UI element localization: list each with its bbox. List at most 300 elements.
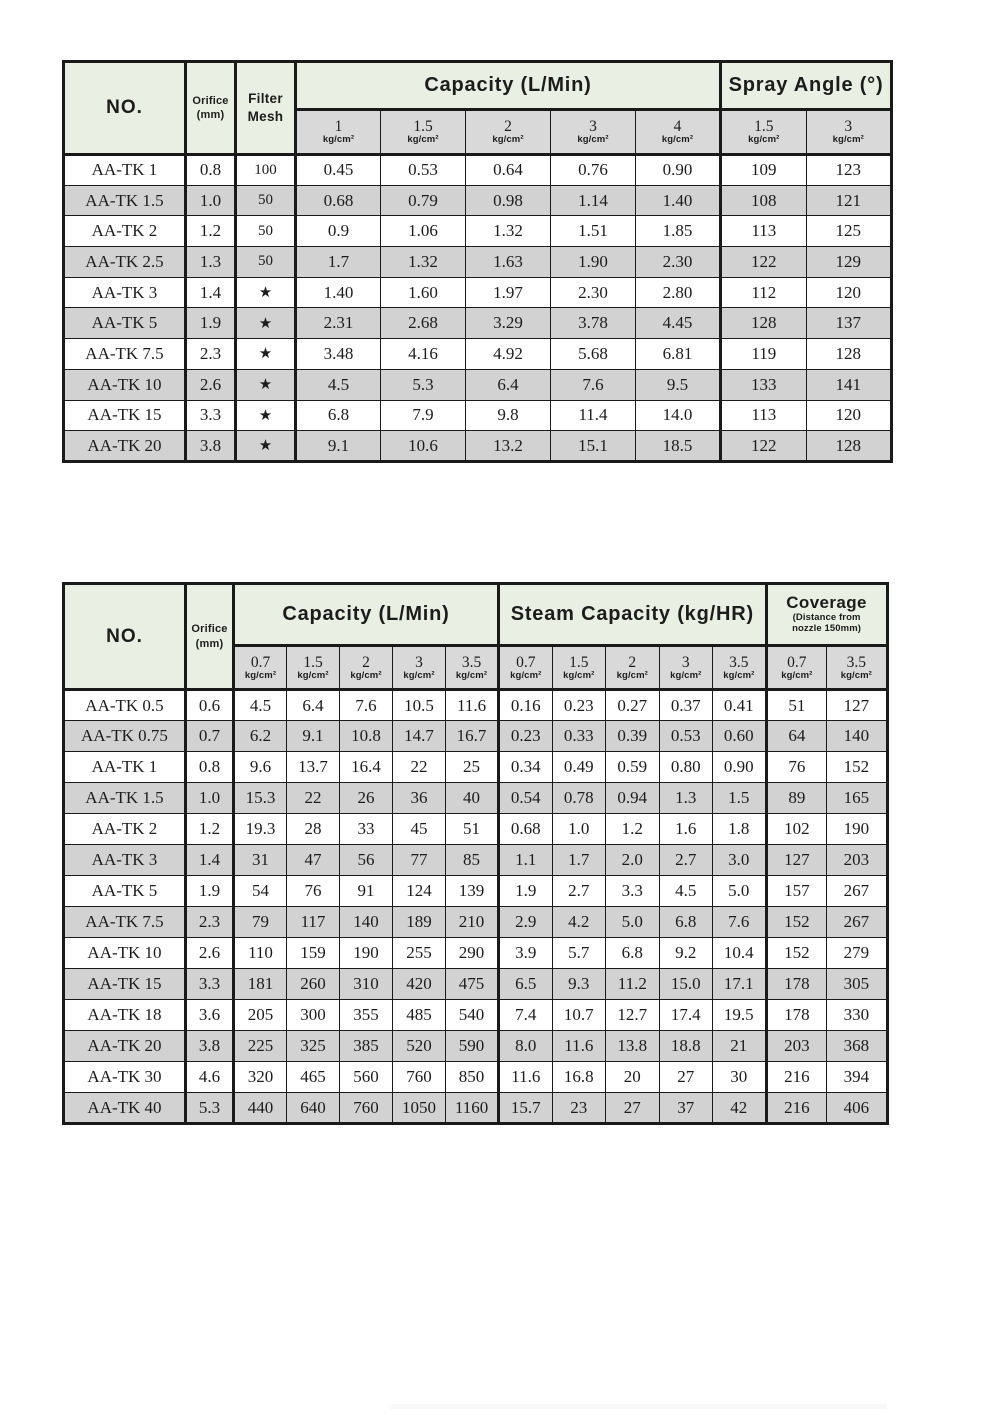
model-cell: AA-TK 0.5 (64, 690, 186, 721)
steam-capacity-cell: 3.0 (713, 845, 767, 876)
capacity-cell: 0.45 (296, 155, 381, 186)
capacity-cell: 26 (340, 783, 393, 814)
steam-capacity-cell: 19.5 (713, 1000, 767, 1031)
orifice-cell: 0.6 (186, 690, 234, 721)
coverage-cell: 127 (766, 845, 827, 876)
spray-angle-cell: 125 (806, 216, 892, 247)
capacity-cell: 325 (287, 1031, 340, 1062)
steam-capacity-cell: 27 (606, 1093, 660, 1124)
steam-capacity-cell: 3.9 (499, 938, 553, 969)
capacity-cell: 540 (446, 1000, 499, 1031)
steam-capacity-cell: 2.9 (499, 907, 553, 938)
capacity-cell: 1.63 (466, 247, 551, 278)
capacity-cell: 2.80 (636, 277, 721, 308)
capacity-cell: 159 (287, 938, 340, 969)
capacity-cell: 485 (393, 1000, 446, 1031)
capacity-cell: 1.85 (636, 216, 721, 247)
coverage-cell: 216 (766, 1062, 827, 1093)
spray-angle-cell: 109 (721, 155, 807, 186)
model-cell: AA-TK 5 (64, 876, 186, 907)
capacity-cell: 79 (234, 907, 287, 938)
capacity-cell: 1050 (393, 1093, 446, 1124)
capacity-cell: 76 (287, 876, 340, 907)
spray-angle-cell: 112 (721, 277, 807, 308)
capacity-cell: 590 (446, 1031, 499, 1062)
capacity-cell: 28 (287, 814, 340, 845)
table-row (64, 969, 888, 1000)
spray-angle-cell: 108 (721, 185, 807, 216)
model-cell: AA-TK 0.75 (64, 721, 186, 752)
orifice-cell: 1.4 (186, 845, 234, 876)
orifice-cell: 3.6 (186, 1000, 234, 1031)
capacity-cell: 290 (446, 938, 499, 969)
steam-capacity-cell: 1.5 (713, 783, 767, 814)
coverage-cell: 330 (827, 1000, 888, 1031)
steam-capacity-cell: 0.23 (499, 721, 553, 752)
capacity-cell: 85 (446, 845, 499, 876)
filter-mesh-cell: 50 (236, 185, 296, 216)
table-row (64, 690, 888, 721)
steam-capacity-cell: 0.39 (606, 721, 660, 752)
model-cell: AA-TK 18 (64, 1000, 186, 1031)
capacity-cell: 210 (446, 907, 499, 938)
capacity-cell: 33 (340, 814, 393, 845)
capacity-cell: 760 (340, 1093, 393, 1124)
capacity-cell: 1.7 (296, 247, 381, 278)
steam-capacity-cell: 21 (713, 1031, 767, 1062)
no-header: NO. (64, 584, 186, 690)
orifice-cell: 3.3 (186, 400, 236, 431)
steam-capacity-cell: 11.6 (499, 1062, 553, 1093)
spray-angle-cell: 129 (806, 247, 892, 278)
steam-capacity-cell: 13.8 (606, 1031, 660, 1062)
capacity-cell: 1.60 (381, 277, 466, 308)
capacity-cell: 91 (340, 876, 393, 907)
model-cell: AA-TK 1.5 (64, 185, 186, 216)
capacity-cell: 10.5 (393, 690, 446, 721)
coverage-cell: 305 (827, 969, 888, 1000)
steam-capacity-cell: 27 (659, 1062, 713, 1093)
model-cell: AA-TK 2.5 (64, 247, 186, 278)
capacity-cell: 205 (234, 1000, 287, 1031)
group-header-row (64, 62, 892, 110)
table-row (64, 1062, 888, 1093)
capacity-cell: 117 (287, 907, 340, 938)
capacity-cell: 560 (340, 1062, 393, 1093)
pressure-header: 1.5 kg/cm² (721, 110, 807, 155)
steam-capacity-cell: 3.3 (606, 876, 660, 907)
coverage-cell: 127 (827, 690, 888, 721)
pressure-header: 1.5 kg/cm² (287, 646, 340, 690)
table-row (64, 938, 888, 969)
capacity-cell: 0.76 (551, 155, 636, 186)
capacity-cell: 16.7 (446, 721, 499, 752)
capacity-cell: 440 (234, 1093, 287, 1124)
pressure-header: 0.7 kg/cm² (499, 646, 553, 690)
steam-capacity-cell: 6.8 (606, 938, 660, 969)
orifice-cell: 2.6 (186, 369, 236, 400)
no-header: NO. (64, 62, 186, 155)
model-cell: AA-TK 30 (64, 1062, 186, 1093)
coverage-cell: 203 (766, 1031, 827, 1062)
capacity-cell: 385 (340, 1031, 393, 1062)
steam-capacity-cell: 1.0 (552, 814, 606, 845)
model-cell: AA-TK 1.5 (64, 783, 186, 814)
steam-capacity-cell: 8.0 (499, 1031, 553, 1062)
steam-capacity-cell: 0.37 (659, 690, 713, 721)
orifice-cell: 2.3 (186, 907, 234, 938)
steam-capacity-cell: 11.6 (552, 1031, 606, 1062)
model-cell: AA-TK 10 (64, 938, 186, 969)
steam-capacity-cell: 37 (659, 1093, 713, 1124)
model-cell: AA-TK 3 (64, 277, 186, 308)
capacity-cell: 1.32 (381, 247, 466, 278)
steam-capacity-cell: 6.8 (659, 907, 713, 938)
table-row (64, 845, 888, 876)
filter-mesh-header: Filter Mesh (236, 62, 296, 155)
coverage-cell: 165 (827, 783, 888, 814)
capacity-cell: 3.48 (296, 339, 381, 370)
capacity-cell: 2.68 (381, 308, 466, 339)
capacity-cell: 77 (393, 845, 446, 876)
capacity-cell: 15.3 (234, 783, 287, 814)
coverage-cell: 157 (766, 876, 827, 907)
capacity-cell: 6.2 (234, 721, 287, 752)
spray-angle-cell: 122 (721, 431, 807, 462)
spray-angle-cell: 133 (721, 369, 807, 400)
filter-mesh-cell: 50 (236, 247, 296, 278)
capacity-cell: 4.16 (381, 339, 466, 370)
orifice-cell: 1.9 (186, 876, 234, 907)
steam-capacity-cell: 0.68 (499, 814, 553, 845)
steam-capacity-cell: 1.6 (659, 814, 713, 845)
capacity-cell: 1.90 (551, 247, 636, 278)
pressure-header: 2 kg/cm² (340, 646, 393, 690)
capacity-cell: 0.64 (466, 155, 551, 186)
capacity-cell: 10.8 (340, 721, 393, 752)
steam-capacity-cell: 5.7 (552, 938, 606, 969)
orifice-cell: 0.8 (186, 155, 236, 186)
steam-capacity-cell: 6.5 (499, 969, 553, 1000)
capacity-cell: 760 (393, 1062, 446, 1093)
filter-mesh-cell: ★ (236, 308, 296, 339)
capacity-cell: 14.0 (636, 400, 721, 431)
capacity-cell: 16.4 (340, 752, 393, 783)
capacity-cell: 310 (340, 969, 393, 1000)
steam-capacity-cell: 1.8 (713, 814, 767, 845)
steam-capacity-cell: 5.0 (713, 876, 767, 907)
filter-mesh-cell: ★ (236, 369, 296, 400)
capacity-group-header: Capacity (L/Min) (234, 584, 499, 646)
steam-capacity-cell: 0.94 (606, 783, 660, 814)
steam-capacity-cell: 23 (552, 1093, 606, 1124)
steam-capacity-cell: 15.0 (659, 969, 713, 1000)
steam-capacity-cell: 4.2 (552, 907, 606, 938)
model-cell: AA-TK 7.5 (64, 907, 186, 938)
steam-capacity-cell: 1.2 (606, 814, 660, 845)
steam-capacity-cell: 15.7 (499, 1093, 553, 1124)
pressure-header: 3.5 kg/cm² (827, 646, 888, 690)
pressure-header: 3 kg/cm² (659, 646, 713, 690)
pressure-header: 3 kg/cm² (393, 646, 446, 690)
capacity-spray-angle-table (62, 60, 893, 463)
capacity-cell: 640 (287, 1093, 340, 1124)
table-row (64, 783, 888, 814)
steam-capacity-cell: 5.0 (606, 907, 660, 938)
capacity-cell: 5.68 (551, 339, 636, 370)
steam-capacity-cell: 1.3 (659, 783, 713, 814)
steam-capacity-cell: 0.53 (659, 721, 713, 752)
capacity-cell: 0.90 (636, 155, 721, 186)
coverage-cell: 140 (827, 721, 888, 752)
coverage-cell: 178 (766, 1000, 827, 1031)
coverage-cell: 178 (766, 969, 827, 1000)
orifice-cell: 1.9 (186, 308, 236, 339)
orifice-cell: 2.3 (186, 339, 236, 370)
spray-angle-cell: 141 (806, 369, 892, 400)
steam-capacity-cell: 0.60 (713, 721, 767, 752)
capacity-cell: 51 (446, 814, 499, 845)
pressure-header: 3 kg/cm² (806, 110, 892, 155)
capacity-cell: 255 (393, 938, 446, 969)
model-cell: AA-TK 10 (64, 369, 186, 400)
pressure-header: 1 kg/cm² (296, 110, 381, 155)
pressure-header: 0.7 kg/cm² (766, 646, 827, 690)
orifice-cell: 0.7 (186, 721, 234, 752)
capacity-cell: 3.78 (551, 308, 636, 339)
capacity-cell: 475 (446, 969, 499, 1000)
pressure-header: 2 kg/cm² (466, 110, 551, 155)
capacity-cell: 36 (393, 783, 446, 814)
spray-angle-cell: 123 (806, 155, 892, 186)
table-row (64, 721, 888, 752)
capacity-cell: 7.9 (381, 400, 466, 431)
orifice-cell: 1.3 (186, 247, 236, 278)
filter-mesh-cell: ★ (236, 277, 296, 308)
capacity-cell: 110 (234, 938, 287, 969)
capacity-cell: 14.7 (393, 721, 446, 752)
table-row (64, 1093, 888, 1124)
pressure-header: 2 kg/cm² (606, 646, 660, 690)
filter-mesh-cell: 100 (236, 155, 296, 186)
orifice-header: Orifice (mm) (186, 62, 236, 155)
orifice-header: Orifice (mm) (186, 584, 234, 690)
capacity-cell: 1.40 (636, 185, 721, 216)
capacity-cell: 355 (340, 1000, 393, 1031)
capacity-cell: 1.97 (466, 277, 551, 308)
coverage-cell: 394 (827, 1062, 888, 1093)
coverage-cell: 203 (827, 845, 888, 876)
table-row (64, 308, 892, 339)
spray-angle-cell: 120 (806, 277, 892, 308)
capacity-cell: 9.1 (296, 431, 381, 462)
model-cell: AA-TK 15 (64, 969, 186, 1000)
steam-capacity-cell: 1.7 (552, 845, 606, 876)
capacity-cell: 18.5 (636, 431, 721, 462)
table2-body (64, 690, 888, 1124)
capacity-cell: 1.06 (381, 216, 466, 247)
capacity-cell: 11.4 (551, 400, 636, 431)
steam-capacity-cell: 10.7 (552, 1000, 606, 1031)
steam-capacity-cell: 0.54 (499, 783, 553, 814)
orifice-cell: 3.8 (186, 1031, 234, 1062)
capacity-cell: 1.51 (551, 216, 636, 247)
steam-capacity-cell: 12.7 (606, 1000, 660, 1031)
capacity-cell: 181 (234, 969, 287, 1000)
model-cell: AA-TK 1 (64, 155, 186, 186)
capacity-cell: 45 (393, 814, 446, 845)
capacity-cell: 260 (287, 969, 340, 1000)
table-row (64, 185, 892, 216)
spray-angle-cell: 113 (721, 216, 807, 247)
capacity-cell: 13.2 (466, 431, 551, 462)
steam-capacity-cell: 4.5 (659, 876, 713, 907)
model-cell: AA-TK 2 (64, 814, 186, 845)
table-row (64, 369, 892, 400)
capacity-cell: 190 (340, 938, 393, 969)
steam-capacity-cell: 9.3 (552, 969, 606, 1000)
coverage-cell: 190 (827, 814, 888, 845)
steam-capacity-cell: 10.4 (713, 938, 767, 969)
capacity-cell: 0.9 (296, 216, 381, 247)
orifice-cell: 2.6 (186, 938, 234, 969)
capacity-cell: 7.6 (340, 690, 393, 721)
capacity-cell: 2.31 (296, 308, 381, 339)
steam-capacity-cell: 0.34 (499, 752, 553, 783)
table-row (64, 907, 888, 938)
capacity-cell: 140 (340, 907, 393, 938)
steam-capacity-cell: 0.78 (552, 783, 606, 814)
orifice-cell: 4.6 (186, 1062, 234, 1093)
coverage-cell: 152 (827, 752, 888, 783)
pressure-header: 1.5 kg/cm² (552, 646, 606, 690)
coverage-group-header: Coverage (Distance from nozzle 150mm) (766, 584, 887, 646)
capacity-cell: 6.4 (287, 690, 340, 721)
filter-mesh-cell: ★ (236, 431, 296, 462)
table-row (64, 876, 888, 907)
steam-capacity-cell: 18.8 (659, 1031, 713, 1062)
model-cell: AA-TK 2 (64, 216, 186, 247)
capacity-cell: 4.92 (466, 339, 551, 370)
capacity-cell: 124 (393, 876, 446, 907)
coverage-cell: 102 (766, 814, 827, 845)
steam-capacity-cell: 11.2 (606, 969, 660, 1000)
capacity-cell: 3.29 (466, 308, 551, 339)
filter-mesh-cell: ★ (236, 339, 296, 370)
orifice-cell: 1.4 (186, 277, 236, 308)
coverage-cell: 279 (827, 938, 888, 969)
steam-capacity-cell: 1.1 (499, 845, 553, 876)
capacity-cell: 25 (446, 752, 499, 783)
model-cell: AA-TK 20 (64, 1031, 186, 1062)
capacity-cell: 1160 (446, 1093, 499, 1124)
steam-capacity-cell: 17.1 (713, 969, 767, 1000)
capacity-cell: 7.6 (551, 369, 636, 400)
coverage-cell: 64 (766, 721, 827, 752)
model-cell: AA-TK 7.5 (64, 339, 186, 370)
capacity-cell: 465 (287, 1062, 340, 1093)
capacity-cell: 5.3 (381, 369, 466, 400)
steam-capacity-cell: 0.59 (606, 752, 660, 783)
pressure-header: 3.5 kg/cm² (446, 646, 499, 690)
orifice-cell: 1.0 (186, 783, 234, 814)
capacity-cell: 300 (287, 1000, 340, 1031)
capacity-cell: 6.81 (636, 339, 721, 370)
capacity-cell: 0.53 (381, 155, 466, 186)
steam-capacity-cell: 1.9 (499, 876, 553, 907)
spray-angle-cell: 121 (806, 185, 892, 216)
spray-angle-cell: 113 (721, 400, 807, 431)
table-row (64, 247, 892, 278)
capacity-cell: 139 (446, 876, 499, 907)
coverage-cell: 267 (827, 907, 888, 938)
table-row (64, 155, 892, 186)
orifice-cell: 3.3 (186, 969, 234, 1000)
steam-capacity-cell: 0.16 (499, 690, 553, 721)
steam-capacity-cell: 7.6 (713, 907, 767, 938)
steam-capacity-cell: 2.7 (659, 845, 713, 876)
model-cell: AA-TK 40 (64, 1093, 186, 1124)
capacity-cell: 4.45 (636, 308, 721, 339)
capacity-cell: 420 (393, 969, 446, 1000)
steam-group-header: Steam Capacity (kg/HR) (499, 584, 767, 646)
orifice-cell: 5.3 (186, 1093, 234, 1124)
spray-angle-group-header: Spray Angle (°) (721, 62, 892, 110)
coverage-cell: 152 (766, 938, 827, 969)
steam-capacity-cell: 7.4 (499, 1000, 553, 1031)
capacity-cell: 54 (234, 876, 287, 907)
capacity-cell: 189 (393, 907, 446, 938)
capacity-cell: 2.30 (636, 247, 721, 278)
spray-angle-cell: 128 (806, 339, 892, 370)
capacity-cell: 0.98 (466, 185, 551, 216)
model-cell: AA-TK 20 (64, 431, 186, 462)
filter-mesh-cell: ★ (236, 400, 296, 431)
steam-capacity-cell: 42 (713, 1093, 767, 1124)
model-cell: AA-TK 1 (64, 752, 186, 783)
capacity-cell: 1.14 (551, 185, 636, 216)
steam-capacity-cell: 0.49 (552, 752, 606, 783)
capacity-cell: 15.1 (551, 431, 636, 462)
spray-angle-cell: 137 (806, 308, 892, 339)
capacity-cell: 56 (340, 845, 393, 876)
capacity-cell: 31 (234, 845, 287, 876)
capacity-cell: 2.30 (551, 277, 636, 308)
group-header-row (64, 584, 888, 646)
model-cell: AA-TK 3 (64, 845, 186, 876)
capacity-cell: 13.7 (287, 752, 340, 783)
capacity-cell: 10.6 (381, 431, 466, 462)
capacity-cell: 22 (287, 783, 340, 814)
capacity-cell: 850 (446, 1062, 499, 1093)
steam-capacity-cell: 0.27 (606, 690, 660, 721)
orifice-cell: 1.0 (186, 185, 236, 216)
capacity-cell: 0.68 (296, 185, 381, 216)
steam-capacity-cell: 0.80 (659, 752, 713, 783)
pressure-header: 0.7 kg/cm² (234, 646, 287, 690)
capacity-cell: 40 (446, 783, 499, 814)
spray-angle-cell: 122 (721, 247, 807, 278)
steam-capacity-cell: 0.23 (552, 690, 606, 721)
coverage-cell: 406 (827, 1093, 888, 1124)
steam-capacity-cell: 16.8 (552, 1062, 606, 1093)
table-row (64, 400, 892, 431)
capacity-cell: 22 (393, 752, 446, 783)
orifice-cell: 1.2 (186, 814, 234, 845)
scan-artifact (390, 1404, 887, 1409)
capacity-steam-coverage-table (62, 582, 889, 1125)
capacity-cell: 9.5 (636, 369, 721, 400)
